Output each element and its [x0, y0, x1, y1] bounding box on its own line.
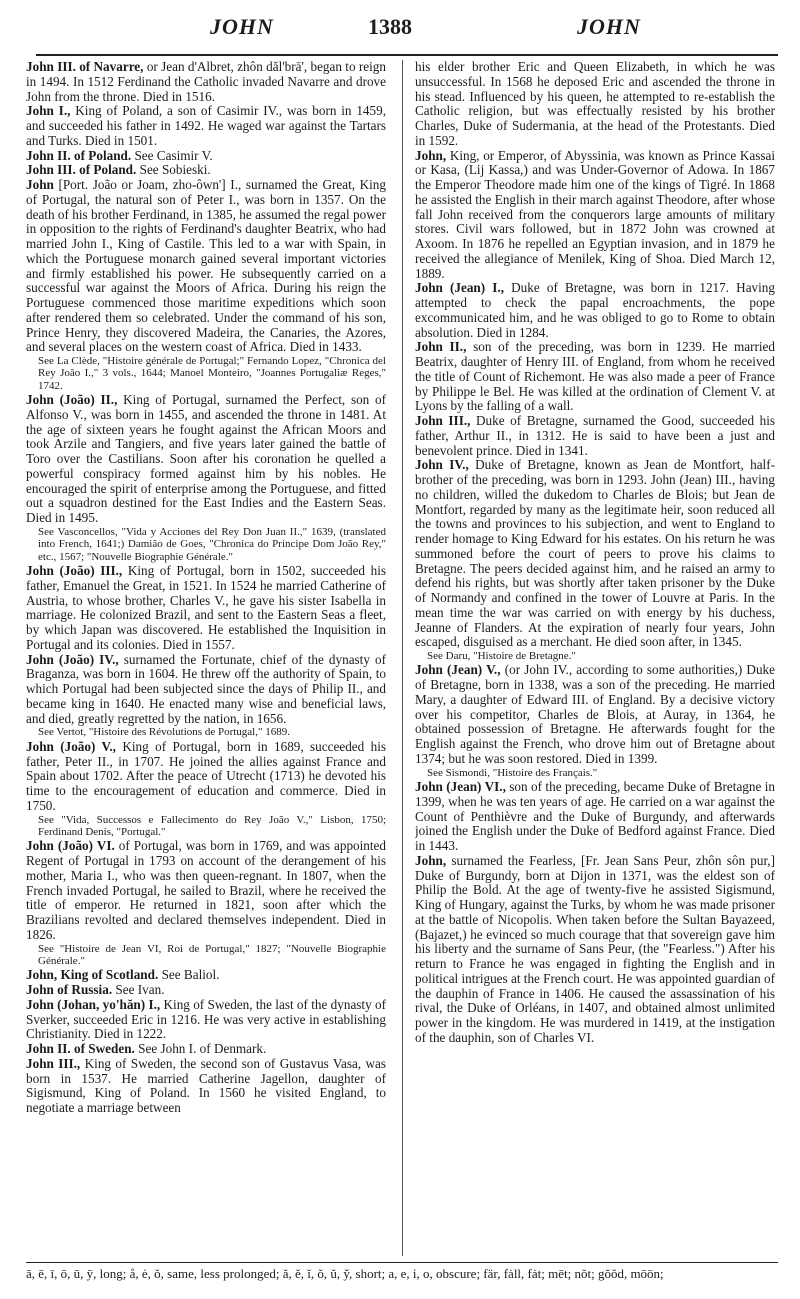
dictionary-entry — [415, 854, 775, 1046]
entry-text: Duke of Bretagne, surnamed the Good, succeeded his father, Arthur II., in 1312. He is said to have been a just and benevolent prince. Died in 1341. — [415, 413, 775, 458]
entry-text: son of the preceding, was born in 1239. He married Beatrix, daughter of Henry III. of England, from whom he received the title of Count of Richemont. He was also made a peer of France by Philippe le Bel. He was killed at the ordination of Clement V. at Lyons by the falling of a wall. — [415, 339, 775, 414]
pronunciation-key: ā, ē, ī, ō, ū, ȳ, long; å, ė, ŏ, same, less prolonged; ă, ĕ, ĭ, ŏ, ŭ, y̆, short; a, e, i, o, obscure; fär, fȧll, fȧt; mēt; nŏt; gŏŏd, mōōn; — [26, 1266, 664, 1281]
entry-headword: John (Johan, yo'hăn) I., — [26, 996, 161, 1012]
entry-text: See Ivan. — [115, 982, 165, 998]
entry-headword: John III. of Navarre, — [26, 60, 144, 74]
page-number: 1388 — [368, 14, 412, 39]
entry-headword: John of Russia. — [26, 982, 113, 998]
dictionary-entry — [26, 393, 386, 526]
entry-headword: John (Jean) VI., — [415, 779, 506, 795]
page-header — [0, 0, 800, 64]
dictionary-entry — [26, 839, 386, 942]
dictionary-entry — [26, 983, 386, 998]
entry-headword: John III., — [26, 1055, 81, 1071]
left-column — [26, 60, 386, 1260]
entry-headword: John II., — [415, 339, 467, 355]
entry-text: surnamed the Fearless, [Fr. Jean Sans Peur, zhôn sôn pur,] Duke of Burgundy, born at Dijon in 1371, was the eldest son of Philip the Bold. At the age of twenty-five he assisted Sigismund, King of Hungary, against the Turks, by whom he was made prisoner at the battle of Nicopolis. When taken before the Sultan Bayazeed, (Bajazet,) he evinced so much courage that that sovereign gave him his liberty and the surname of Sans Peur, (the "Fearless.") After his return to France he was engaged in fighting the English and in political intrigues at the French court. He was appointed guardian of the dauphin of France in 1406. He caused the assassination of his rival, the Duke of Orléans, in 1407, and obtained almost unlimited power in the kingdom. He was murdered in 1419, at the instigation of the dauphin, son of Charles VI. — [415, 852, 775, 1045]
dictionary-entry — [26, 1057, 386, 1116]
entry-text: See John I. of Denmark. — [138, 1041, 267, 1057]
entry-headword: John III. of Poland. — [26, 162, 137, 178]
entry-headword: John (João) III., — [26, 563, 123, 579]
dictionary-entry — [26, 740, 386, 814]
entry-text: King of Portugal, surnamed the Perfect, son of Alfonso V., was born in 1455, and ascended the throne in 1481. At the age of sixteen years he fought against the African Moors and took Arzile and Tangiers, and five years later gained the battle of Toro over the Castilians. Soon after his coronation he quelled a powerful conspiracy formed against him by his nobles. He encouraged the spirit of enterprise among the Portuguese, and fitted out a squadron destined for the East Indies and the Eastern Seas. Died in 1495. — [26, 392, 386, 526]
entry-text: surnamed the Fortunate, chief of the dynasty of Braganza, was born in 1604. He threw off the authority of Spain, to which Portugal had been subjected since the days of Philip II., and became king in 1640. He enacted many wise and beneficial laws, and died, greatly regretted by the nation, in 1656. — [26, 651, 386, 726]
dictionary-entry — [415, 414, 775, 458]
dictionary-entry — [415, 340, 775, 414]
entry-headword: John — [26, 177, 54, 192]
dictionary-entry — [415, 149, 775, 282]
entry-text: King of Portugal, born in 1689, succeeded his father, Peter II., in 1707. He joined the allies against France and Spain about 1702. After the peace of Utrecht (1713) he devoted his time to the encouragement of education and commerce. Died in 1750. — [26, 738, 386, 813]
dictionary-entry — [415, 458, 775, 650]
dictionary-entry — [26, 178, 386, 355]
dictionary-entry — [26, 149, 386, 164]
entry-headword: John, — [415, 852, 447, 868]
dictionary-entry — [26, 163, 386, 178]
running-head-right: JOHN — [577, 14, 641, 39]
dictionary-entry — [415, 780, 775, 854]
dictionary-entry — [26, 998, 386, 1042]
entry-continuation — [415, 60, 775, 149]
entry-headword: John (João) IV., — [26, 651, 119, 667]
dictionary-entry — [26, 968, 386, 983]
reference-note: See Daru, "Histoire de Bretagne." — [427, 650, 576, 662]
reference-note: See Sismondi, "Histoire des Français." — [427, 766, 598, 779]
entry-headword: John (João) V., — [26, 738, 116, 754]
entry-headword: John, — [415, 147, 447, 163]
entry-headword: John (João) II., — [26, 392, 118, 408]
entry-text: King of Sweden, the last of the dynasty of Sverker, succeeded Eric in 1216. He was very active in establishing Christianity. Died in 1222. — [26, 996, 386, 1042]
right-column — [415, 60, 775, 1260]
entry-text: King of Sweden, the second son of Gustavus Vasa, was born in 1537. He married Catherine Jagellon, daughter of Sigismund, King of Poland. In 1560 he visited England, to negotiate a marriage between — [26, 1055, 386, 1116]
footer-rule — [26, 1262, 778, 1263]
dictionary-entry — [415, 663, 775, 766]
entry-text: his elder brother Eric and Queen Elizabeth, in which he was unsuccessful. In 1568 he deposed Eric and ascended the throne in his stead. Influenced by his queen, he attempted to re-establish the Catholic religion, but was effectually resisted by his brother Charles, Duke of Sudermania, at the head of the Protestants. Died in 1592. — [415, 60, 775, 148]
entry-headword: John (João) VI. — [26, 838, 115, 854]
entry-headword: John II. of Sweden. — [26, 1041, 135, 1057]
entry-headword: John IV., — [415, 457, 469, 473]
reference-note: See Vertot, "Histoire des Révolutions de Portugal," 1689. — [38, 726, 290, 739]
entry-text: son of the preceding, became Duke of Bretagne in 1399, when he was ten years of age. He carried on a war against the Count of Penthièvre and the Duke of Burgundy, and afterwards joined the English under the Duke of Bedford against France. Died in 1443. — [415, 779, 775, 854]
entry-text: Duke of Bretagne, was born in 1217. Having attempted to check the papal encroachments, the pope excommunicated him, and he was obliged to go to Rome to obtain absolution. Died in 1284. — [415, 280, 775, 340]
entry-text: of Portugal, was born in 1769, and was appointed Regent of Portugal in 1793 on account of the derangement of his mother, Maria I., who was then queen-regnant. In 1807, when the French invaded Portugal, he sailed to Brazil, where he received the title of emperor. He returned in 1821, soon after which the Brazilians revolted and declared themselves independent. Died in 1826. — [26, 838, 386, 942]
column-divider — [402, 60, 403, 1256]
header-rule — [36, 54, 778, 56]
entry-headword: John I., — [26, 103, 71, 119]
reference-note: See "Vida, Successos e Fallecimento do Rey João V.," Lisbon, 1750; Ferdinand Denis, "Portugal." — [38, 813, 386, 838]
entry-text: King, or Emperor, of Abyssinia, was known as Prince Kassai or Kasa, (Lij Kassa,) and was Under-Governor of Adowa. In 1867 the Emperor Theodore made him one of the kings of Tigré. In 1868 he assisted the English in their march against Theodore, after whose fall John received from the conquerors large amounts of military stores. Civil wars followed, but in 1872 John was crowned at Axoom. In 1876 he repelled an Egyptian invasion, and in 1879 he received the allegiance of Menilek, King of Shoa. Died March 12, 1889. — [415, 147, 775, 281]
entry-headword: John III., — [415, 413, 471, 428]
entry-text: Duke of Bretagne, known as Jean de Montfort, half-brother of the preceding, was born in 1293. John (Jean) III., having no children, willed the dukedom to Charles de Blois; but Jean de Montfort, regarded by many as the legitimate heir, soon reduced all the towns and provinces to his subjection, and went to England to render homage to King Edward for his estates. On his return he was summoned before the court of peers to prove his claims to Bretagne. The peers decided against him, and he raised an army to defend his rights, but was shortly after taken prisoner by the Duke of Normandy and confined in the tower of Louvre at Paris. In the mean time the war was carried on with energy by his duchess, Jeanne of Flanders. At the expiration of nearly four years, John escaped, disguised as a merchant. He died soon after, in 1345. — [415, 457, 775, 650]
reference-note: See Vasconcellos, "Vida y Acciones del Rey Don Juan II.," 1639, (translated into French, 1641;) Damião de Goes, "Chronica do Principe Dom João Rey," etc., 1567; "Nouvelle Biographie Générale." — [38, 525, 386, 563]
dictionary-entry — [26, 60, 386, 104]
entry-text: King of Portugal, born in 1502, succeeded his father, Emanuel the Great, in 1521. In 1524 he married Catherine of Austria, to whose brother, Charles V., he gave his sister Isabella in marriage. He colonized Brazil, and sent to the Eastern Seas a fleet, by which Japan was discovered. He established the Inquisition in Portugal and its colonies. Died in 1557. — [26, 563, 386, 652]
reference-note: See La Clède, "Histoire générale de Portugal;" Fernando Lopez, "Chronica del Rey João I.," 3 vols., 1644; Manoel Monteiro, "Joannes Portugaliæ Reges," 1742. — [38, 355, 386, 392]
entry-text: (or John IV., according to some authorities,) Duke of Bretagne, born in 1338, was a son of the preceding. He married Mary, a daughter of Edward III. of England. By a decisive victory over his competitor, Charles de Blois, at Auray, in 1364, he obtained possession of Bretagne. He afterwards fought for the English against the French, who drove him out of Bretagne about 1374; but he was soon restored. Died in 1399. — [415, 662, 775, 766]
entry-text: See Sobieski. — [139, 162, 211, 178]
reference-note: See "Histoire de Jean VI, Roi de Portugal," 1827; "Nouvelle Biographie Générale." — [38, 942, 386, 968]
dictionary-entry — [415, 281, 775, 340]
entry-text: See Baliol. — [161, 967, 220, 983]
entry-headword: John (Jean) V., — [415, 662, 501, 678]
entry-headword: John, King of Scotland. — [26, 967, 159, 983]
entry-text: or Jean d'Albret, zhôn dăl'brā', began to reign in 1494. In 1512 Ferdinand the Catholic invaded Navarre and drove John from the throne. Died in 1516. — [26, 60, 386, 104]
dictionary-entry — [26, 653, 386, 727]
entry-headword: John (Jean) I., — [415, 280, 505, 296]
running-head-left: JOHN — [210, 14, 274, 39]
dictionary-entry — [26, 564, 386, 653]
entry-headword: John II. of Poland. — [26, 147, 132, 163]
entry-text: [Port. João or Joam, zho-ôwn'] I., surnamed the Great, King of Portugal, the natural son of Peter I., was born in 1357. On the death of his brother Ferdinand, in 1385, he assumed the regal power in opposition to the rights of Ferdinand's daughter Beatrix, who had married John I., King of Castile. This led to a war with Spain, in which the Portuguese monarch gained several important victories and firmly established his power. He subsequently carried on a successful war against the Moors of Africa. During his reign the Portuguese commenced those maritime expeditions which soon after rendered them so celebrated. Under the command of his son, Prince Henry, they discovered Madeira, the Canaries, the Azores, and several places on the western coast of Africa. Died in 1433. — [26, 177, 386, 355]
entry-text: See Casimir V. — [134, 147, 213, 163]
entry-text: King of Poland, a son of Casimir IV., was born in 1459, and succeeded his father in 1492. He waged war against the Tartars and Turks. Died in 1501. — [26, 103, 386, 148]
dictionary-entry — [26, 104, 386, 148]
dictionary-entry — [26, 1042, 386, 1057]
